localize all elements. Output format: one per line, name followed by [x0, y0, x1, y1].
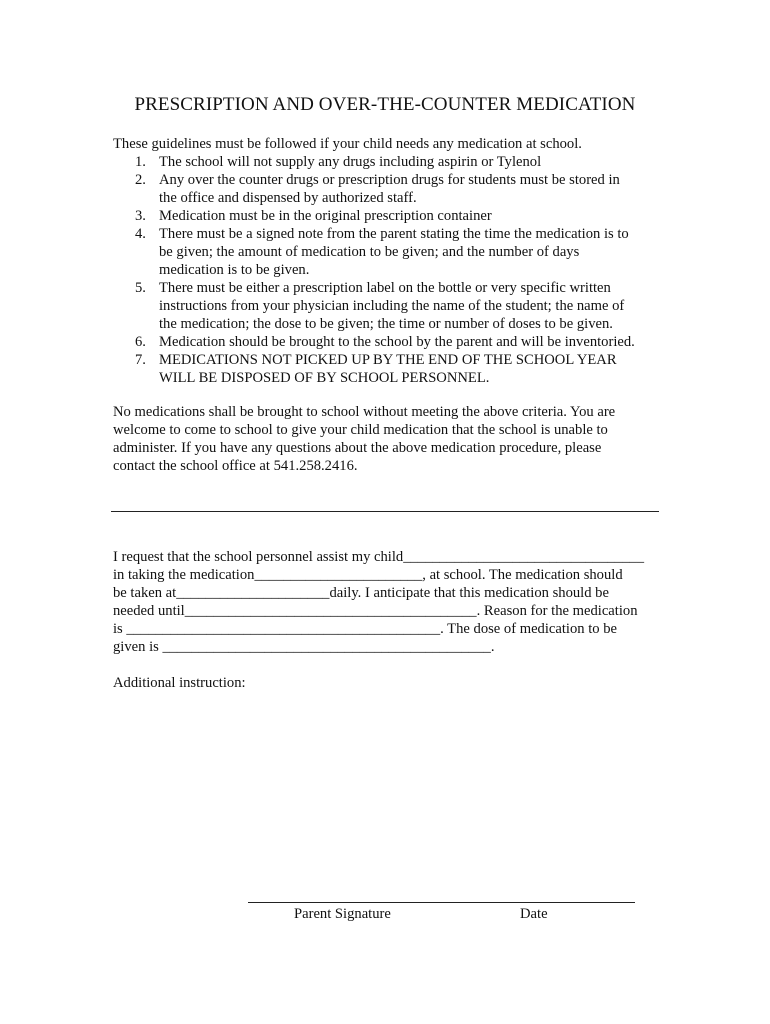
- guideline-text: MEDICATIONS NOT PICKED UP BY THE END OF THE SCHOOL YEAR: [159, 352, 617, 368]
- guideline-number: 2.: [135, 172, 146, 188]
- guideline-item: [113, 351, 673, 387]
- signature-line[interactable]: [248, 902, 635, 903]
- guideline-number: 1.: [135, 154, 146, 170]
- guideline-text: medication is to be given.: [159, 262, 310, 278]
- request-line-medication[interactable]: in taking the medication_______________________, at school. The medication should: [113, 567, 623, 583]
- guideline-number: 3.: [135, 208, 146, 224]
- guideline-item: [113, 171, 673, 207]
- paragraph-line: No medications shall be brought to school without meeting the above criteria. You are: [113, 404, 616, 420]
- guideline-number: 4.: [135, 226, 146, 242]
- medication-request-form: [113, 548, 644, 656]
- guideline-text: be given; the amount of medication to be given; and the number of days: [159, 244, 580, 260]
- guideline-text: There must be a signed note from the parent stating the time the medication is to: [159, 226, 629, 242]
- guideline-text: WILL BE DISPOSED OF BY SCHOOL PERSONNEL.: [159, 370, 490, 386]
- request-line-time[interactable]: be taken at_____________________daily. I anticipate that this medication should be: [113, 585, 609, 601]
- guideline-item: [113, 225, 673, 279]
- guideline-item: [113, 279, 673, 333]
- guideline-text: There must be either a prescription label on the bottle or very specific written: [159, 280, 611, 296]
- guidelines-intro: These guidelines must be followed if your child needs any medication at school.: [113, 136, 582, 152]
- guideline-number: 6.: [135, 334, 146, 350]
- guideline-item: [113, 153, 673, 171]
- additional-instruction-label: Additional instruction:: [113, 675, 246, 691]
- parent-signature-label: Parent Signature: [294, 906, 391, 922]
- guideline-text: the medication; the dose to be given; the time or number of doses to be given.: [159, 316, 613, 332]
- document-title: PRESCRIPTION AND OVER-THE-COUNTER MEDICATION: [134, 94, 636, 115]
- guideline-text: the office and dispensed by authorized staff.: [159, 190, 417, 206]
- section-divider: [111, 511, 659, 512]
- guideline-item: [113, 207, 673, 225]
- guideline-text: Medication must be in the original prescription container: [159, 208, 492, 224]
- paragraph-line: welcome to come to school to give your child medication that the school is unable to: [113, 422, 608, 438]
- guideline-number: 7.: [135, 352, 146, 368]
- request-line-reason[interactable]: is ___________________________________________. The dose of medication to be: [113, 621, 617, 637]
- guideline-text: Medication should be brought to the school by the parent and will be inventoried.: [159, 334, 635, 350]
- guideline-text: Any over the counter drugs or prescription drugs for students must be stored in: [159, 172, 620, 188]
- guidelines-list: [113, 153, 673, 387]
- guideline-item: [113, 333, 673, 351]
- paragraph-line: administer. If you have any questions about the above medication procedure, please: [113, 440, 602, 456]
- criteria-paragraph: [113, 403, 615, 475]
- guideline-number: 5.: [135, 280, 146, 296]
- guideline-text: The school will not supply any drugs including aspirin or Tylenol: [159, 154, 542, 170]
- request-line-dose[interactable]: given is _____________________________________________.: [113, 639, 495, 655]
- guideline-text: instructions from your physician including the name of the student; the name of: [159, 298, 625, 314]
- request-line-child[interactable]: I request that the school personnel assist my child_________________________________: [113, 549, 644, 565]
- paragraph-line: contact the school office at 541.258.2416.: [113, 458, 358, 474]
- date-label: Date: [520, 906, 548, 922]
- request-line-until[interactable]: needed until________________________________________. Reason for the medication: [113, 603, 638, 619]
